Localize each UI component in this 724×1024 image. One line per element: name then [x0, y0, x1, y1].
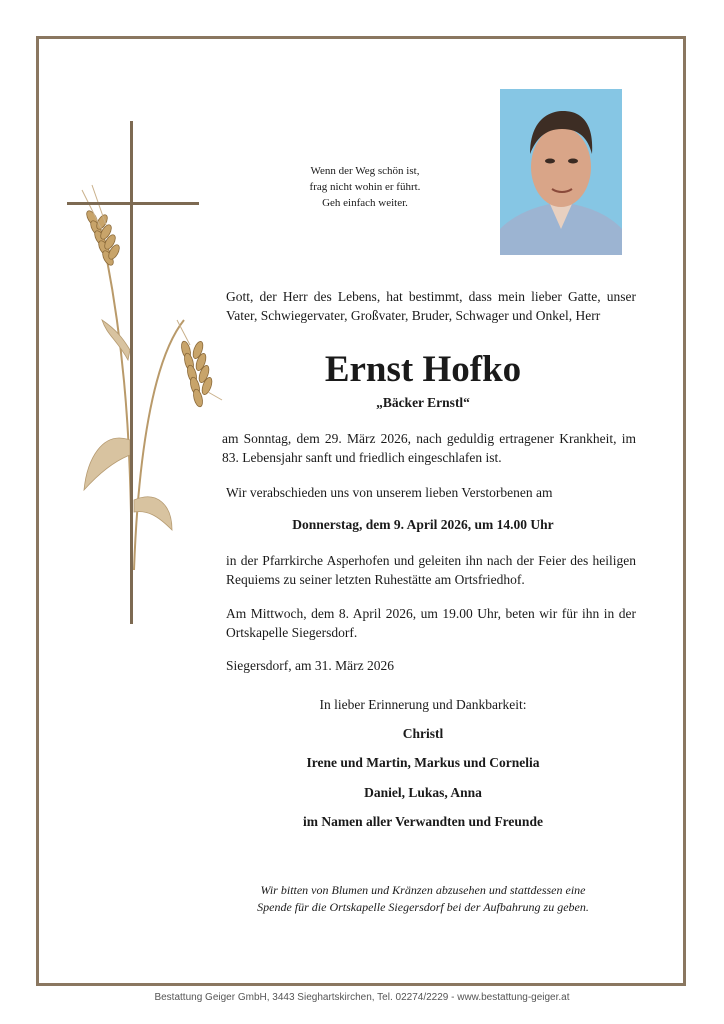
intro-text: Gott, der Herr des Lebens, hat bestimmt, dass mein lieber Gatte, unser Vater, Schwiegervater, Großvater, Bruder, Schwager und Onkel, Herr	[226, 289, 636, 323]
deceased-name: Ernst Hofko	[324, 349, 522, 390]
closing-note	[226, 882, 620, 916]
farewell-intro: Wir verabschieden uns von unserem lieben Verstorbenen am	[226, 485, 553, 500]
closing-line: Spende für die Ortskapelle Siegersdorf bei der Aufbahrung zu geben.	[257, 900, 589, 914]
portrait-image	[500, 89, 622, 255]
death-text: am Sonntag, dem 29. März 2026, nach geduldig ertragener Krankheit, im 83. Lebensjahr sanft und friedlich eingeschlafen ist.	[222, 431, 636, 465]
prayer-text: Am Mittwoch, dem 8. April 2026, um 19.00 Uhr, beten wir für ihn in der Ortskapelle Siegersdorf.	[226, 606, 636, 640]
cross-bar	[67, 202, 199, 205]
funeral-date: Donnerstag, dem 9. April 2026, um 14.00 Uhr	[292, 517, 554, 532]
wheat-icon	[62, 170, 232, 590]
portrait-photo	[500, 89, 622, 255]
quote	[290, 163, 440, 211]
mourner-line: Irene und Martin, Markus und Cornelia	[306, 755, 540, 770]
quote-line: Geh einfach weiter.	[322, 197, 408, 209]
quote-line: Wenn der Weg schön ist,	[310, 165, 420, 177]
nickname: „Bäcker Ernstl“	[376, 395, 470, 410]
mourner-line: Daniel, Lukas, Anna	[364, 785, 482, 800]
place-date: Siegersdorf, am 31. März 2026	[226, 658, 394, 673]
footer: Bestattung Geiger GmbH, 3443 Sieghartskirchen, Tel. 02274/2229 - www.bestattung-geiger.at	[154, 992, 570, 1003]
funeral-place: in der Pfarrkirche Asperhofen und geleiten ihn nach der Feier des heiligen Requiems zu seiner letzten Ruhestätte am Ortsfriedhof.	[226, 553, 636, 587]
mourner-line: Christl	[402, 726, 444, 741]
mourner-line: im Namen aller Verwandten und Freunde	[303, 814, 543, 829]
closing-line: Wir bitten von Blumen und Kränzen abzusehen und stattdessen eine	[260, 883, 586, 897]
remembrance-text: In lieber Erinnerung und Dankbarkeit:	[319, 697, 527, 712]
quote-line: frag nicht wohin er führt.	[309, 181, 421, 193]
cross-icon	[130, 121, 133, 624]
